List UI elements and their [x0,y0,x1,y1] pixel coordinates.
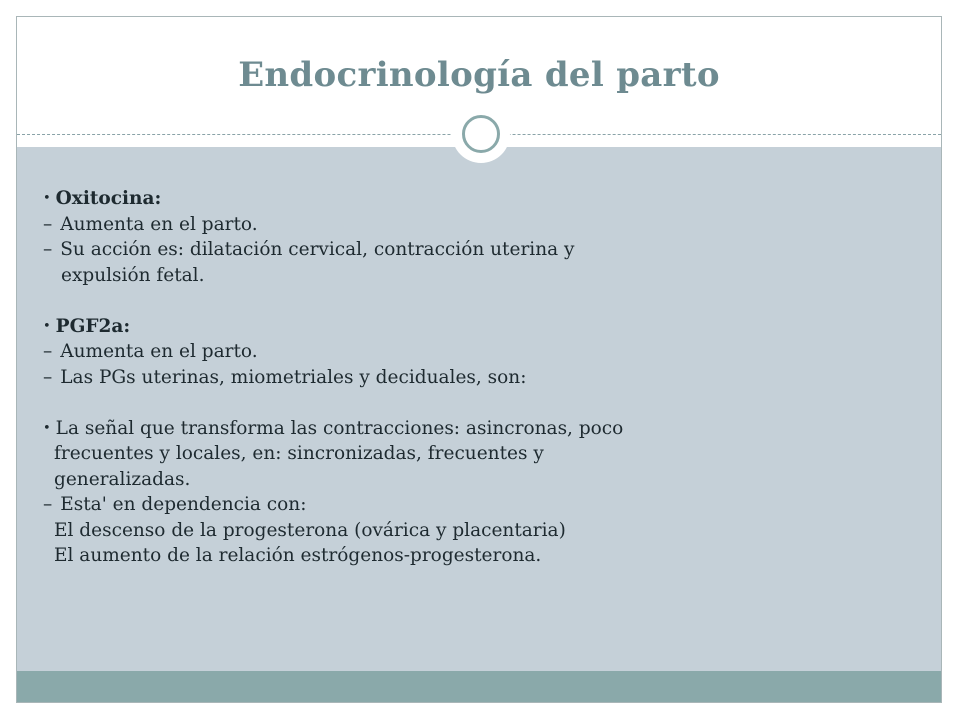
oxitocina-line-3: expulsión fetal. [61,264,205,286]
pgf2a-line-2: Las PGs uterinas, miometriales y deciduales, son: [60,366,527,388]
spacer [43,288,903,314]
circle-ornament-icon [452,105,510,163]
dash-icon: – [43,239,53,260]
bullet-icon: • [43,420,51,436]
dash-icon: – [43,341,53,362]
bullet-icon: • [43,318,51,334]
list-item [43,339,903,365]
oxitocina-line-2: Su acción es: dilatación cervical, contracción uterina y [60,239,575,260]
senal-line-3: generalizadas. [54,468,191,490]
slide-title: Endocrinología del parto [238,55,720,95]
list-item [43,237,903,263]
list-item [43,212,903,238]
senal-line-6: El aumento de la relación estrógenos-progesterona. [54,545,542,566]
dash-icon: – [43,494,53,515]
ring-icon [462,115,500,153]
senal-line-5: El descenso de la progesterona (ovárica y placentaria) [54,519,566,541]
bullet-icon: • [43,191,51,206]
pgf2a-label: PGF2a: [55,315,131,337]
senal-line-2: frecuentes y locales, en: sincronizadas, frecuentes y [54,443,544,464]
oxitocina-label: Oxitocina: [55,188,162,209]
slide-body [43,186,903,569]
list-item [43,365,903,391]
senal-line-1: La señal que transforma las contracciones: asincronas, poco [55,417,624,439]
spacer [43,390,903,416]
footer-bar [17,671,941,703]
oxitocina-heading [43,186,903,212]
senal-heading [43,416,903,442]
list-item [43,492,903,518]
senal-line-4: Esta' en dependencia con: [60,494,307,515]
pgf2a-line-1: Aumenta en el parto. [60,341,258,362]
dash-icon: – [43,213,53,235]
oxitocina-line-1: Aumenta en el parto. [60,213,258,235]
pgf2a-heading [43,314,903,340]
dash-icon: – [43,366,53,388]
